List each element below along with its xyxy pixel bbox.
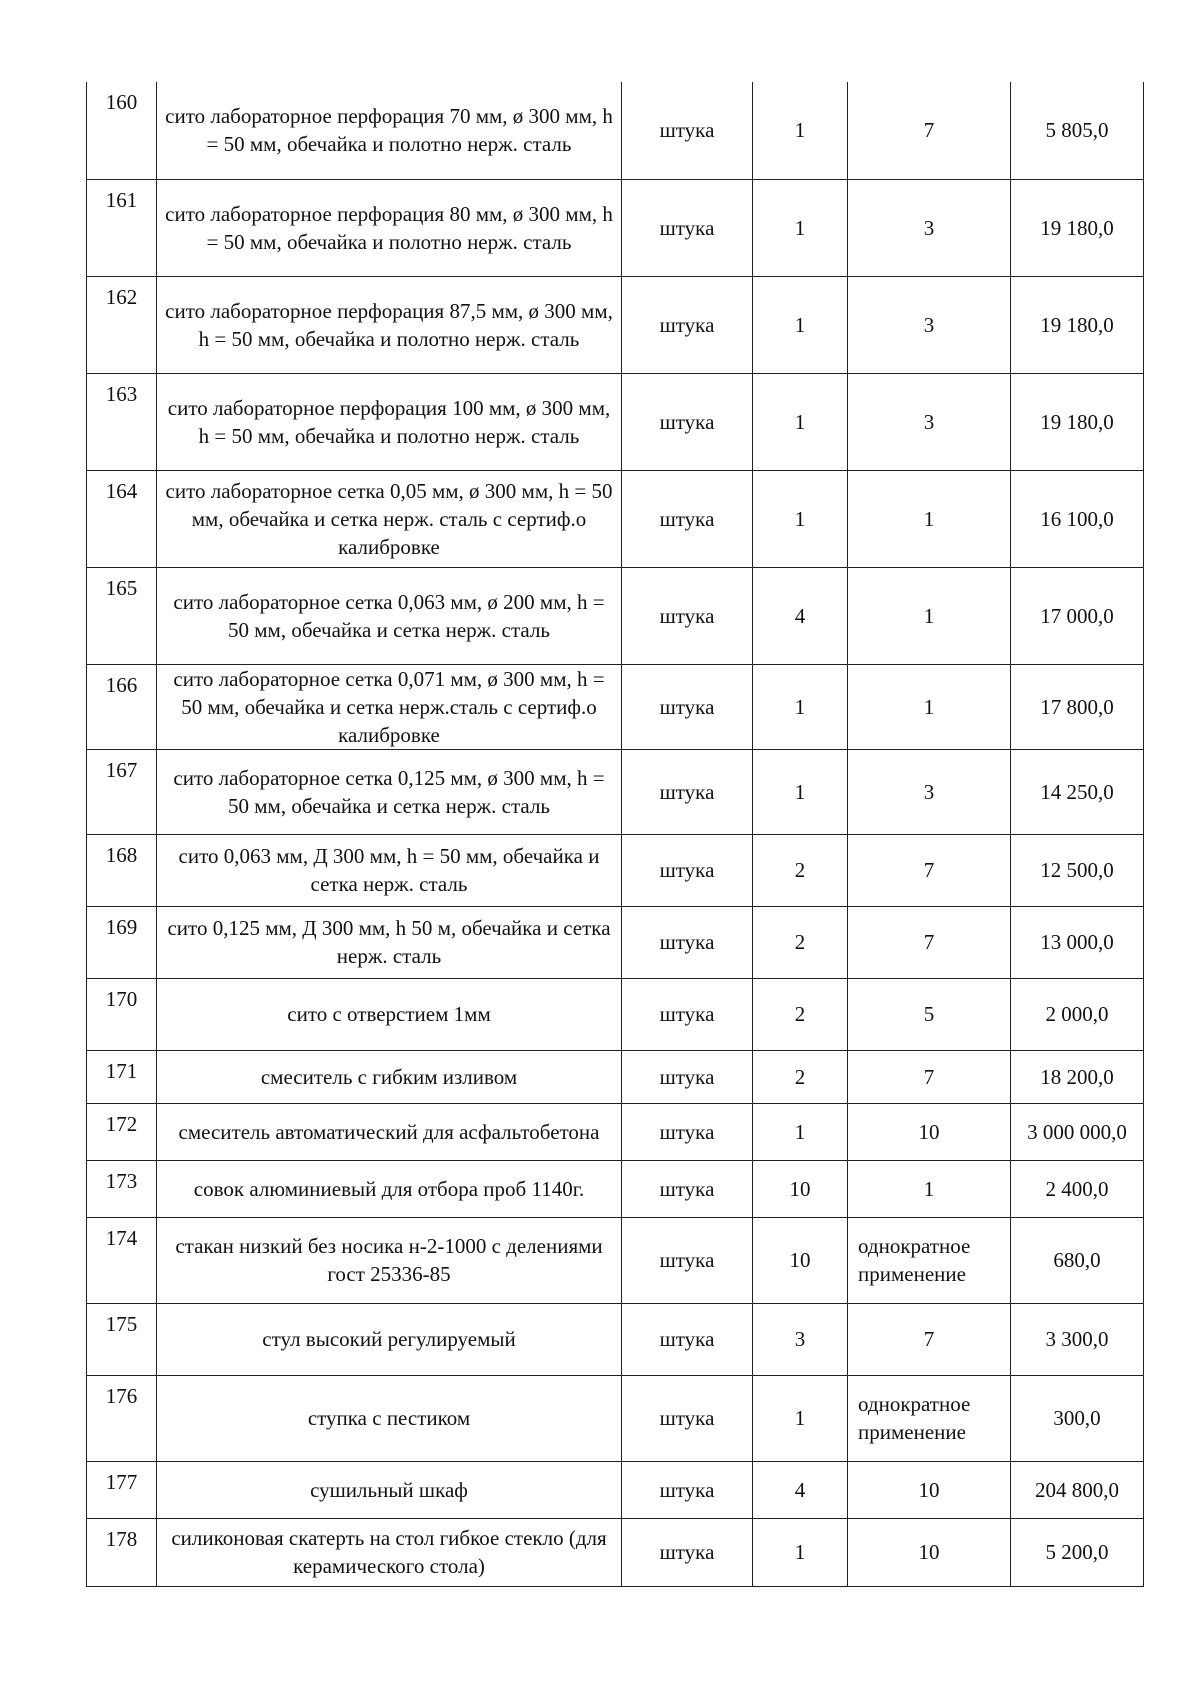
item-service-life-cell: 7 (848, 82, 1011, 179)
item-service-life-cell: 3 (848, 749, 1011, 834)
item-number-cell: 173 (87, 1160, 157, 1217)
item-name-cell: совок алюминиевый для отбора проб 1140г. (157, 1160, 622, 1217)
item-price-cell: 18 200,0 (1011, 1050, 1144, 1103)
item-quantity-cell: 2 (753, 978, 848, 1050)
item-name-cell: ступка с пестиком (157, 1375, 622, 1461)
item-service-life-cell: 7 (848, 906, 1011, 978)
table-row (87, 1375, 1144, 1461)
item-number-cell: 171 (87, 1050, 157, 1103)
item-price-cell: 204 800,0 (1011, 1461, 1144, 1518)
table-row (87, 1103, 1144, 1160)
item-price-cell: 5 200,0 (1011, 1518, 1144, 1586)
item-quantity-cell: 1 (753, 1518, 848, 1586)
item-name-cell: сито 0,125 мм, Д 300 мм, h 50 м, обечайка и сетка нерж. сталь (157, 906, 622, 978)
table-row (87, 664, 1144, 749)
item-name-cell: сушильный шкаф (157, 1461, 622, 1518)
item-name-cell: сито лабораторное сетка 0,063 мм, ø 200 мм, h = 50 мм, обечайка и сетка нерж. сталь (157, 567, 622, 664)
table-row (87, 1050, 1144, 1103)
document-page (86, 82, 1143, 1587)
item-quantity-cell: 2 (753, 1050, 848, 1103)
item-service-life-cell: 7 (848, 1303, 1011, 1375)
item-name-cell: силиконовая скатерть на стол гибкое стекло (для керамического стола) (157, 1518, 622, 1586)
item-price-cell: 12 500,0 (1011, 834, 1144, 906)
item-quantity-cell: 1 (753, 1103, 848, 1160)
item-price-cell: 17 800,0 (1011, 664, 1144, 749)
item-price-cell: 19 180,0 (1011, 373, 1144, 470)
item-quantity-cell: 1 (753, 664, 848, 749)
item-unit-cell: штука (622, 567, 753, 664)
item-unit-cell: штука (622, 82, 753, 179)
item-unit-cell: штука (622, 179, 753, 276)
item-unit-cell: штука (622, 1461, 753, 1518)
item-service-life-cell: однократное применение (848, 1217, 1011, 1303)
item-number-cell: 163 (87, 373, 157, 470)
item-price-cell: 2 400,0 (1011, 1160, 1144, 1217)
item-name-cell: стул высокий регулируемый (157, 1303, 622, 1375)
table-row (87, 978, 1144, 1050)
table-row (87, 276, 1144, 373)
table-row (87, 1518, 1144, 1586)
item-price-cell: 16 100,0 (1011, 470, 1144, 567)
item-name-cell: сито лабораторное перфорация 70 мм, ø 300 мм, h = 50 мм, обечайка и полотно нерж. сталь (157, 82, 622, 179)
item-service-life-cell: 10 (848, 1103, 1011, 1160)
item-service-life-cell: 1 (848, 1160, 1011, 1217)
item-service-life-cell: 1 (848, 664, 1011, 749)
item-number-cell: 174 (87, 1217, 157, 1303)
item-name-cell: сито лабораторное сетка 0,125 мм, ø 300 мм, h = 50 мм, обечайка и сетка нерж. сталь (157, 749, 622, 834)
item-price-cell: 3 300,0 (1011, 1303, 1144, 1375)
item-name-cell: сито с отверстием 1мм (157, 978, 622, 1050)
item-unit-cell: штука (622, 1160, 753, 1217)
item-quantity-cell: 2 (753, 834, 848, 906)
item-price-cell: 2 000,0 (1011, 978, 1144, 1050)
item-number-cell: 165 (87, 567, 157, 664)
item-unit-cell: штука (622, 1303, 753, 1375)
item-number-cell: 175 (87, 1303, 157, 1375)
item-service-life-cell: 1 (848, 567, 1011, 664)
item-number-cell: 169 (87, 906, 157, 978)
item-unit-cell: штука (622, 373, 753, 470)
item-number-cell: 177 (87, 1461, 157, 1518)
item-name-cell: сито лабораторное сетка 0,05 мм, ø 300 мм, h = 50 мм, обечайка и сетка нерж. сталь с сертиф.о калибровке (157, 470, 622, 567)
table-row (87, 1461, 1144, 1518)
table-row (87, 906, 1144, 978)
item-unit-cell: штука (622, 1050, 753, 1103)
table-row (87, 1160, 1144, 1217)
item-unit-cell: штука (622, 1375, 753, 1461)
item-price-cell: 19 180,0 (1011, 276, 1144, 373)
item-unit-cell: штука (622, 749, 753, 834)
item-name-cell: смеситель автоматический для асфальтобетона (157, 1103, 622, 1160)
item-service-life-cell: 10 (848, 1461, 1011, 1518)
table-row (87, 179, 1144, 276)
table-row (87, 373, 1144, 470)
item-price-cell: 17 000,0 (1011, 567, 1144, 664)
table-row (87, 1303, 1144, 1375)
table-row (87, 82, 1144, 179)
item-number-cell: 170 (87, 978, 157, 1050)
item-quantity-cell: 1 (753, 749, 848, 834)
table-row (87, 749, 1144, 834)
item-quantity-cell: 10 (753, 1217, 848, 1303)
table-row (87, 470, 1144, 567)
item-price-cell: 19 180,0 (1011, 179, 1144, 276)
item-service-life-cell: 3 (848, 179, 1011, 276)
item-quantity-cell: 3 (753, 1303, 848, 1375)
item-name-cell: сито лабораторное перфорация 87,5 мм, ø 300 мм, h = 50 мм, обечайка и полотно нерж. сталь (157, 276, 622, 373)
item-service-life-cell: 10 (848, 1518, 1011, 1586)
table-row (87, 834, 1144, 906)
item-quantity-cell: 10 (753, 1160, 848, 1217)
equipment-table (86, 82, 1144, 1587)
item-price-cell: 3 000 000,0 (1011, 1103, 1144, 1160)
item-number-cell: 167 (87, 749, 157, 834)
item-number-cell: 164 (87, 470, 157, 567)
item-number-cell: 176 (87, 1375, 157, 1461)
item-unit-cell: штука (622, 276, 753, 373)
item-price-cell: 5 805,0 (1011, 82, 1144, 179)
item-unit-cell: штука (622, 978, 753, 1050)
item-unit-cell: штука (622, 470, 753, 567)
table-body (87, 82, 1144, 1586)
item-service-life-cell: 3 (848, 373, 1011, 470)
item-name-cell: стакан низкий без носика н-2-1000 с делениями гост 25336-85 (157, 1217, 622, 1303)
item-quantity-cell: 1 (753, 276, 848, 373)
item-number-cell: 160 (87, 82, 157, 179)
item-quantity-cell: 1 (753, 373, 848, 470)
item-number-cell: 166 (87, 664, 157, 749)
item-service-life-cell: 7 (848, 1050, 1011, 1103)
item-service-life-cell: 1 (848, 470, 1011, 567)
item-quantity-cell: 1 (753, 470, 848, 567)
item-name-cell: сито лабораторное сетка 0,071 мм, ø 300 мм, h = 50 мм, обечайка и сетка нерж.сталь с сертиф.о калибровке (157, 664, 622, 749)
item-price-cell: 680,0 (1011, 1217, 1144, 1303)
item-service-life-cell: однократное применение (848, 1375, 1011, 1461)
item-number-cell: 162 (87, 276, 157, 373)
item-unit-cell: штука (622, 1518, 753, 1586)
item-quantity-cell: 4 (753, 567, 848, 664)
item-name-cell: сито 0,063 мм, Д 300 мм, h = 50 мм, обечайка и сетка нерж. сталь (157, 834, 622, 906)
item-service-life-cell: 7 (848, 834, 1011, 906)
table-row (87, 567, 1144, 664)
item-service-life-cell: 3 (848, 276, 1011, 373)
item-number-cell: 178 (87, 1518, 157, 1586)
item-number-cell: 168 (87, 834, 157, 906)
item-number-cell: 172 (87, 1103, 157, 1160)
item-price-cell: 300,0 (1011, 1375, 1144, 1461)
item-quantity-cell: 2 (753, 906, 848, 978)
item-number-cell: 161 (87, 179, 157, 276)
table-row (87, 1217, 1144, 1303)
item-quantity-cell: 1 (753, 1375, 848, 1461)
item-unit-cell: штука (622, 664, 753, 749)
item-price-cell: 13 000,0 (1011, 906, 1144, 978)
item-quantity-cell: 1 (753, 82, 848, 179)
item-unit-cell: штука (622, 1103, 753, 1160)
item-name-cell: смеситель с гибким изливом (157, 1050, 622, 1103)
item-unit-cell: штука (622, 906, 753, 978)
item-name-cell: сито лабораторное перфорация 80 мм, ø 300 мм, h = 50 мм, обечайка и полотно нерж. сталь (157, 179, 622, 276)
item-unit-cell: штука (622, 834, 753, 906)
item-service-life-cell: 5 (848, 978, 1011, 1050)
item-quantity-cell: 1 (753, 179, 848, 276)
item-unit-cell: штука (622, 1217, 753, 1303)
item-quantity-cell: 4 (753, 1461, 848, 1518)
item-name-cell: сито лабораторное перфорация 100 мм, ø 300 мм, h = 50 мм, обечайка и полотно нерж. сталь (157, 373, 622, 470)
item-price-cell: 14 250,0 (1011, 749, 1144, 834)
